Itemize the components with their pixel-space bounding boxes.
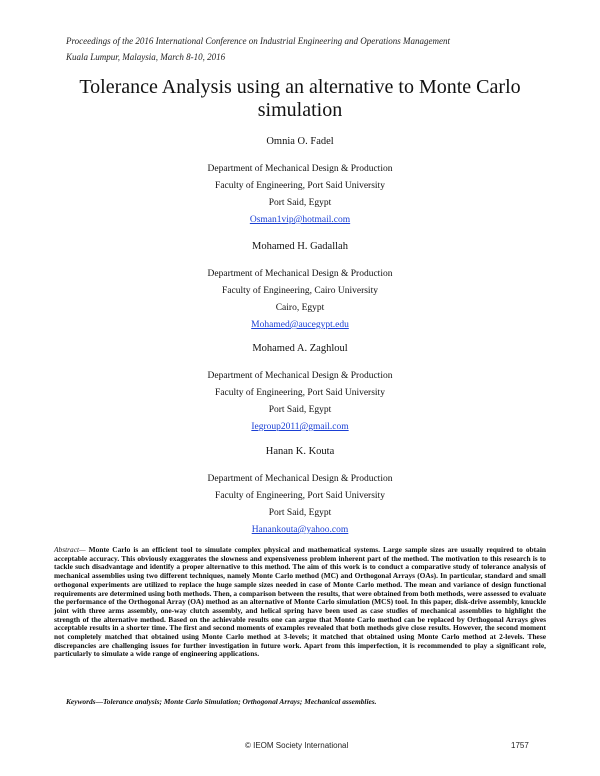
conference-location: Kuala Lumpur, Malaysia, March 8-10, 2016 xyxy=(66,52,226,62)
author-email-link[interactable]: Iegroup2011@gmail.com xyxy=(251,422,349,432)
author-name: Omnia O. Fadel xyxy=(266,136,334,147)
author-location: Port Said, Egypt xyxy=(268,405,332,415)
author-location: Port Said, Egypt xyxy=(268,508,332,518)
abstract xyxy=(54,546,546,659)
author-block xyxy=(0,343,600,436)
author-block xyxy=(0,136,600,229)
author-block xyxy=(0,241,600,334)
author-email-link[interactable]: Mohamed@aucegypt.edu xyxy=(251,320,349,330)
conference-header: Proceedings of the 2016 International Conference on Industrial Engineering and Operations Management xyxy=(66,36,451,46)
author-name: Hanan K. Kouta xyxy=(265,446,335,457)
author-location: Port Said, Egypt xyxy=(268,198,332,208)
author-department: Department of Mechanical Design & Production xyxy=(207,474,393,484)
author-email-link[interactable]: Osman1vip@hotmail.com xyxy=(249,215,351,225)
footer-copyright: © IEOM Society International xyxy=(245,741,349,750)
author-name: Mohamed H. Gadallah xyxy=(252,241,348,252)
page-number: 1757 xyxy=(511,741,529,750)
author-department: Department of Mechanical Design & Production xyxy=(207,164,393,174)
author-faculty: Faculty of Engineering, Port Said University xyxy=(215,388,385,398)
author-department: Department of Mechanical Design & Production xyxy=(207,269,393,279)
author-faculty: Faculty of Engineering, Port Said University xyxy=(215,491,385,501)
author-faculty: Faculty of Engineering, Cairo University xyxy=(222,286,378,296)
author-department: Department of Mechanical Design & Production xyxy=(207,371,393,381)
author-block xyxy=(0,446,600,539)
author-faculty: Faculty of Engineering, Port Said University xyxy=(215,181,385,191)
paper-title: Tolerance Analysis using an alternative to Monte Carlo simulation xyxy=(79,76,521,121)
author-location: Cairo, Egypt xyxy=(275,303,325,313)
abstract-lead: Abstract— xyxy=(54,545,86,554)
keywords: Keywords—Tolerance analysis; Monte Carlo Simulation; Orthogonal Arrays; Mechanical assemblies. xyxy=(66,697,377,706)
author-email-link[interactable]: Hanankouta@yahoo.com xyxy=(251,525,349,535)
abstract-text: Monte Carlo is an efficient tool to simulate complex physical and mathematical systems. Large sample sizes are usually required to obtain acceptable accuracy. This obviously exaggerates the slowness and expensiveness problem inherent part of the method. The motivation to this research is to tackle such disadvantage and identify a proper alternative to this method. The aim of this work is to conduct a comparative study of tolerance analysis of mechanical assemblies using two different techniques, namely Monte Carlo method (MC) and Orthogonal Arrays (OAs). In particular, standard and small orthogonal experiments are utilized to replace the huge sample sizes needed in case of Monte Carlo method. The mean and variance of design functional requirements are determined using both methods. Then, a comparison between the results, that were obtained from both methods, were assessed to evaluate the performance of the Orthogonal Array (OA) method as an alternative of Monte Carlo simulation (MCS) tool. In this paper, disk-drive assembly, knuckle joint with three arms assembly, one-way clutch assembly, and helical spring have been used as case studies of mechanical assemblies to highlight the strength of the alternative method. Based on the achievable results one can argue that Monte Carlo method can be replaced by Orthogonal Arrays gives acceptable results in a shorter time. The first and second moments of examples revealed that both methods give close results. However, the second moment not completely matched that obtained using Monte Carlo method at 3-levels; it matched that obtained using Monte Carlo method at 2-levels. These discrepancies are challenging issues for further investigation in future work. Apart from this imperfection, it is recommended to play a significant role, particularly to simulate a wide range of engineering applications. xyxy=(54,545,546,659)
author-name: Mohamed A. Zaghloul xyxy=(252,343,348,354)
